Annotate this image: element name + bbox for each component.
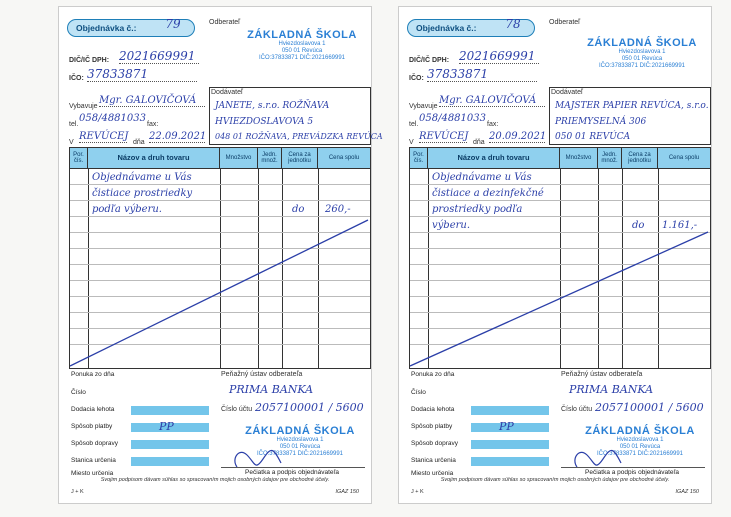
stamp-ids: IČO:37833871 DIČ:2021669991 (598, 63, 686, 69)
order-label: Objednávka č.: (76, 23, 137, 33)
stamp-ids: IČO:37833871 DIČ:2021669991 (258, 55, 346, 61)
date-value: 22.09.2021 (149, 131, 207, 142)
consent-note: Svojim podpisom dávam súhlas so spracovaním mojich osobných údajov pre obchodné účely. (440, 477, 670, 483)
fax-label: fax: (147, 121, 159, 128)
supplier-line-1: MAJSTER PAPIER REVÚCA, s.r.o. (555, 101, 709, 111)
col-no: Por. čís. (70, 148, 88, 168)
field-delivery: Dodacia lehota (71, 406, 115, 413)
order-number: 78 (505, 17, 521, 31)
foot-right: IGAZ 150 (675, 489, 699, 495)
ico-label: IČO: (69, 75, 84, 82)
item-total: 1.161,- (662, 220, 698, 231)
col-unit: Jedn. množ. (258, 148, 282, 168)
field-destination: Miesto určenia (71, 470, 114, 477)
issued-by-label: Vybavuje (69, 103, 98, 110)
delivery-box (471, 406, 549, 415)
stamp-city: 050 01 Revúca (619, 444, 661, 450)
customer-label: Odberateľ (209, 19, 241, 26)
station-box (471, 457, 549, 466)
col-no: Por. čís. (410, 148, 428, 168)
date-label: dňa (133, 139, 145, 146)
tel-value: 058/4881033 (419, 113, 486, 124)
dic-label: DIČ/IČ DPH: (409, 57, 450, 64)
order-form-78 (398, 6, 712, 504)
dic-value: 2021669991 (119, 49, 199, 64)
stamp-name: ZÁKLADNÁ ŠKOLA (587, 37, 697, 49)
supplier-line-3: 048 01 ROŽŇAVA, PREVÁDZKA REVÚCA (215, 132, 383, 141)
school-stamp-top (237, 29, 367, 62)
stamp-ids: IČO:37833871 DIČ:2021669991 (256, 451, 344, 457)
issued-by-value: Mgr. GALOVIČOVÁ (99, 95, 205, 107)
stamp-name: ZÁKLADNÁ ŠKOLA (247, 29, 357, 41)
field-station: Stanica určenia (71, 457, 116, 464)
items-table (409, 147, 711, 369)
field-offer: Ponuka zo dňa (411, 371, 455, 378)
field-payment: Spôsob platby (71, 423, 113, 430)
bank-label: Peňažný ústav odberateľa (561, 371, 643, 378)
ico-value: 37833871 (87, 67, 197, 82)
item-line-4: výberu. (432, 220, 471, 231)
col-total: Cena spolu (668, 154, 700, 161)
stamp-name: ZÁKLADNÁ ŠKOLA (585, 425, 695, 437)
tel-label: tel. (69, 121, 79, 128)
in-label: V (69, 139, 74, 146)
item-line-1: Objednávame u Vás (92, 172, 192, 183)
stamp-name: ZÁKLADNÁ ŠKOLA (245, 425, 355, 437)
consent-note: Svojim podpisom dávam súhlas so spracovaním mojich osobných údajov pre obchodné účely. (100, 477, 330, 483)
supplier-label: Dodávateľ (551, 89, 584, 96)
col-unit-price: Cena za jednotku (282, 148, 318, 168)
station-box (131, 457, 209, 466)
col-name: Názov a druh tovaru (88, 148, 220, 168)
item-qualifier: do (292, 204, 305, 215)
tel-label: tel. (409, 121, 419, 128)
foot-right: IGAZ 150 (335, 489, 359, 495)
field-offer: Ponuka zo dňa (71, 371, 115, 378)
transport-box (471, 440, 549, 449)
fax-label: fax: (487, 121, 499, 128)
supplier-line-1: JANETE, s.r.o. ROŽŇAVA (215, 101, 330, 111)
foot-left: J + K (71, 489, 84, 495)
ico-value: 37833871 (427, 67, 537, 82)
in-label: V (409, 139, 414, 146)
signature-label: Pečiatka a podpis objednávateľa (245, 469, 340, 476)
customer-label: Odberateľ (549, 19, 581, 26)
field-delivery: Dodacia lehota (411, 406, 455, 413)
col-unit: Jedn. množ. (598, 148, 622, 168)
stamp-city: 050 01 Revúca (281, 48, 323, 54)
item-qualifier: do (632, 220, 645, 231)
supplier-label: Dodávateľ (211, 89, 244, 96)
date-value: 20.09.2021 (489, 131, 547, 142)
order-label: Objednávka č.: (416, 23, 477, 33)
col-total: Cena spolu (328, 154, 360, 161)
issued-by-label: Vybavuje (409, 103, 438, 110)
item-total: 260,- (325, 204, 351, 215)
delivery-box (131, 406, 209, 415)
col-qty: Množstvo (560, 148, 598, 168)
place-value: REVÚCEJ (419, 131, 469, 142)
col-unit-price: Cena za jednotku (622, 148, 658, 168)
item-line-2: čistiace a dezinfekčné (432, 188, 544, 199)
field-number: Číslo (71, 389, 86, 396)
stamp-city: 050 01 Revúca (279, 444, 321, 450)
items-table (69, 147, 371, 369)
account-value: 2057100001 / 5600 (255, 401, 364, 414)
place-value: REVÚCEJ (79, 131, 129, 142)
stamp-ids: IČO:37833871 DIČ:2021669991 (596, 451, 684, 457)
transport-box (131, 440, 209, 449)
order-form-79 (58, 6, 383, 504)
stamp-street: Hviezdoslavova 1 (276, 437, 324, 443)
issued-by-value: Mgr. GALOVIČOVÁ (439, 95, 545, 107)
stamp-street: Hviezdoslavova 1 (618, 49, 666, 55)
payment-value: PP (499, 420, 514, 433)
stamp-city: 050 01 Revúca (621, 56, 663, 62)
col-name: Názov a druh tovaru (428, 148, 560, 168)
field-payment: Spôsob platby (411, 423, 453, 430)
payment-value: PP (159, 420, 174, 433)
bank-value: PRIMA BANKA (569, 383, 654, 396)
field-transport: Spôsob dopravy (411, 440, 458, 447)
bank-label: Peňažný ústav odberateľa (221, 371, 303, 378)
account-label: Číslo účtu (221, 406, 253, 413)
stamp-street: Hviezdoslavova 1 (278, 41, 326, 47)
ico-label: IČO: (409, 75, 424, 82)
field-station: Stanica určenia (411, 457, 456, 464)
dic-value: 2021669991 (459, 49, 539, 64)
item-line-3: prostriedky podľa (432, 204, 523, 215)
item-line-3: podľa výberu. (92, 204, 162, 215)
date-label: dňa (473, 139, 485, 146)
tel-value: 058/4881033 (79, 113, 146, 124)
foot-left: J + K (411, 489, 424, 495)
supplier-line-2: PRIEMYSELNÁ 306 (555, 117, 647, 127)
stamp-street: Hviezdoslavova 1 (616, 437, 664, 443)
supplier-line-3: 050 01 REVÚCA (555, 132, 631, 142)
supplier-line-2: HVIEZDOSLAVOVA 5 (215, 117, 314, 127)
signature-label: Pečiatka a podpis objednávateľa (585, 469, 680, 476)
field-destination: Miesto určenia (411, 470, 454, 477)
field-number: Číslo (411, 389, 426, 396)
item-line-2: čistiace prostriedky (92, 188, 193, 199)
bank-value: PRIMA BANKA (229, 383, 314, 396)
order-number: 79 (165, 17, 181, 31)
dic-label: DIČ/IČ DPH: (69, 57, 110, 64)
account-label: Číslo účtu (561, 406, 593, 413)
account-value: 2057100001 / 5600 (595, 401, 704, 414)
col-qty: Množstvo (220, 148, 258, 168)
item-line-1: Objednávame u Vás (432, 172, 532, 183)
school-stamp-top (577, 37, 707, 70)
field-transport: Spôsob dopravy (71, 440, 118, 447)
